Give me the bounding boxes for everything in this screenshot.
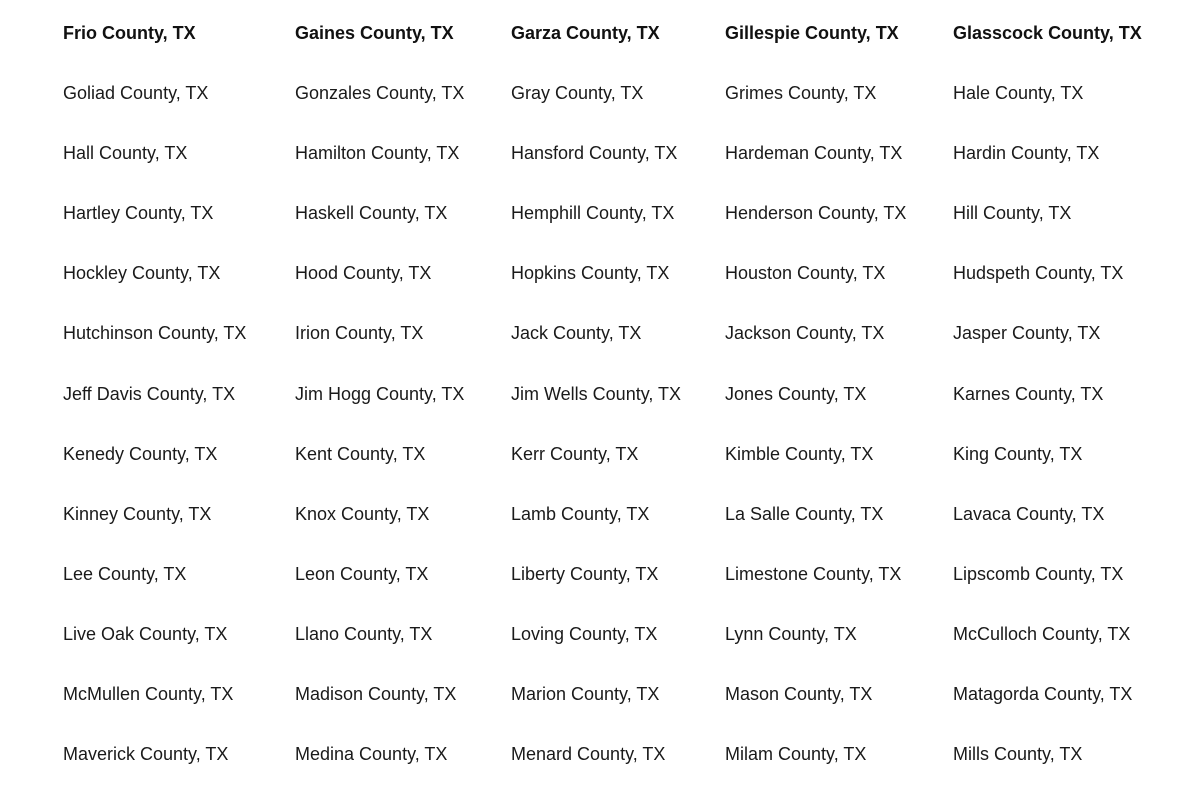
county-cell: Knox County, TX — [295, 504, 430, 524]
county-cell: Hudspeth County, TX — [953, 263, 1124, 283]
county-cell: Jim Wells County, TX — [511, 384, 682, 404]
county-header-row — [0, 18, 1200, 48]
county-cell: Hutchinson County, TX — [63, 323, 247, 343]
county-cell: Matagorda County, TX — [953, 684, 1133, 704]
county-cell: Jeff Davis County, TX — [63, 384, 236, 404]
county-row — [0, 78, 1200, 108]
county-cell: Jack County, TX — [511, 323, 642, 343]
county-cell: Hood County, TX — [295, 263, 432, 283]
county-row — [0, 379, 1200, 409]
county-header-cell: Gillespie County, TX — [725, 23, 899, 43]
county-cell: Menard County, TX — [511, 744, 666, 764]
county-cell: Hansford County, TX — [511, 143, 678, 163]
county-cell: Lee County, TX — [63, 564, 187, 584]
county-row — [0, 499, 1200, 529]
county-cell: Hall County, TX — [63, 143, 188, 163]
county-cell: Hardeman County, TX — [725, 143, 903, 163]
county-cell: Madison County, TX — [295, 684, 457, 704]
county-row — [0, 258, 1200, 288]
county-cell: Goliad County, TX — [63, 83, 209, 103]
county-cell: Gonzales County, TX — [295, 83, 465, 103]
county-row — [0, 439, 1200, 469]
county-header-cell: Gaines County, TX — [295, 23, 454, 43]
county-cell: Jasper County, TX — [953, 323, 1101, 343]
county-cell: Maverick County, TX — [63, 744, 229, 764]
county-cell: McCulloch County, TX — [953, 624, 1131, 644]
county-header-cell: Garza County, TX — [511, 23, 660, 43]
county-cell: Kimble County, TX — [725, 444, 874, 464]
county-cell: Jim Hogg County, TX — [295, 384, 465, 404]
county-row — [0, 679, 1200, 709]
county-cell: Lamb County, TX — [511, 504, 650, 524]
county-header-cell: Glasscock County, TX — [953, 23, 1142, 43]
county-cell: Hamilton County, TX — [295, 143, 460, 163]
county-row — [0, 619, 1200, 649]
county-cell: Karnes County, TX — [953, 384, 1104, 404]
county-cell: Jackson County, TX — [725, 323, 885, 343]
county-row — [0, 739, 1200, 769]
county-cell: Hardin County, TX — [953, 143, 1100, 163]
county-cell: La Salle County, TX — [725, 504, 884, 524]
county-cell: Llano County, TX — [295, 624, 433, 644]
county-cell: Kinney County, TX — [63, 504, 212, 524]
county-cell: Leon County, TX — [295, 564, 429, 584]
county-cell: Lavaca County, TX — [953, 504, 1105, 524]
county-row — [0, 138, 1200, 168]
county-cell: Mills County, TX — [953, 744, 1083, 764]
county-cell: Gray County, TX — [511, 83, 644, 103]
county-cell: McMullen County, TX — [63, 684, 234, 704]
county-cell: Henderson County, TX — [725, 203, 907, 223]
county-cell: Kenedy County, TX — [63, 444, 218, 464]
county-cell: Hartley County, TX — [63, 203, 214, 223]
county-cell: Haskell County, TX — [295, 203, 448, 223]
county-cell: Loving County, TX — [511, 624, 658, 644]
county-row — [0, 198, 1200, 228]
county-cell: Hill County, TX — [953, 203, 1072, 223]
county-cell: Lipscomb County, TX — [953, 564, 1124, 584]
county-cell: Hockley County, TX — [63, 263, 221, 283]
county-cell: Milam County, TX — [725, 744, 867, 764]
county-cell: Limestone County, TX — [725, 564, 902, 584]
county-cell: Grimes County, TX — [725, 83, 877, 103]
county-cell: Jones County, TX — [725, 384, 867, 404]
county-cell: Kent County, TX — [295, 444, 426, 464]
county-cell: Hopkins County, TX — [511, 263, 670, 283]
county-row — [0, 559, 1200, 589]
county-cell: Hemphill County, TX — [511, 203, 675, 223]
county-cell: Mason County, TX — [725, 684, 873, 704]
county-cell: Live Oak County, TX — [63, 624, 228, 644]
county-cell: King County, TX — [953, 444, 1083, 464]
county-cell: Lynn County, TX — [725, 624, 857, 644]
county-cell: Hale County, TX — [953, 83, 1084, 103]
county-row — [0, 318, 1200, 348]
county-cell: Medina County, TX — [295, 744, 448, 764]
county-cell: Marion County, TX — [511, 684, 660, 704]
county-header-cell: Frio County, TX — [63, 23, 196, 43]
county-cell: Kerr County, TX — [511, 444, 639, 464]
county-cell: Houston County, TX — [725, 263, 886, 283]
county-cell: Liberty County, TX — [511, 564, 659, 584]
county-cell: Irion County, TX — [295, 323, 424, 343]
